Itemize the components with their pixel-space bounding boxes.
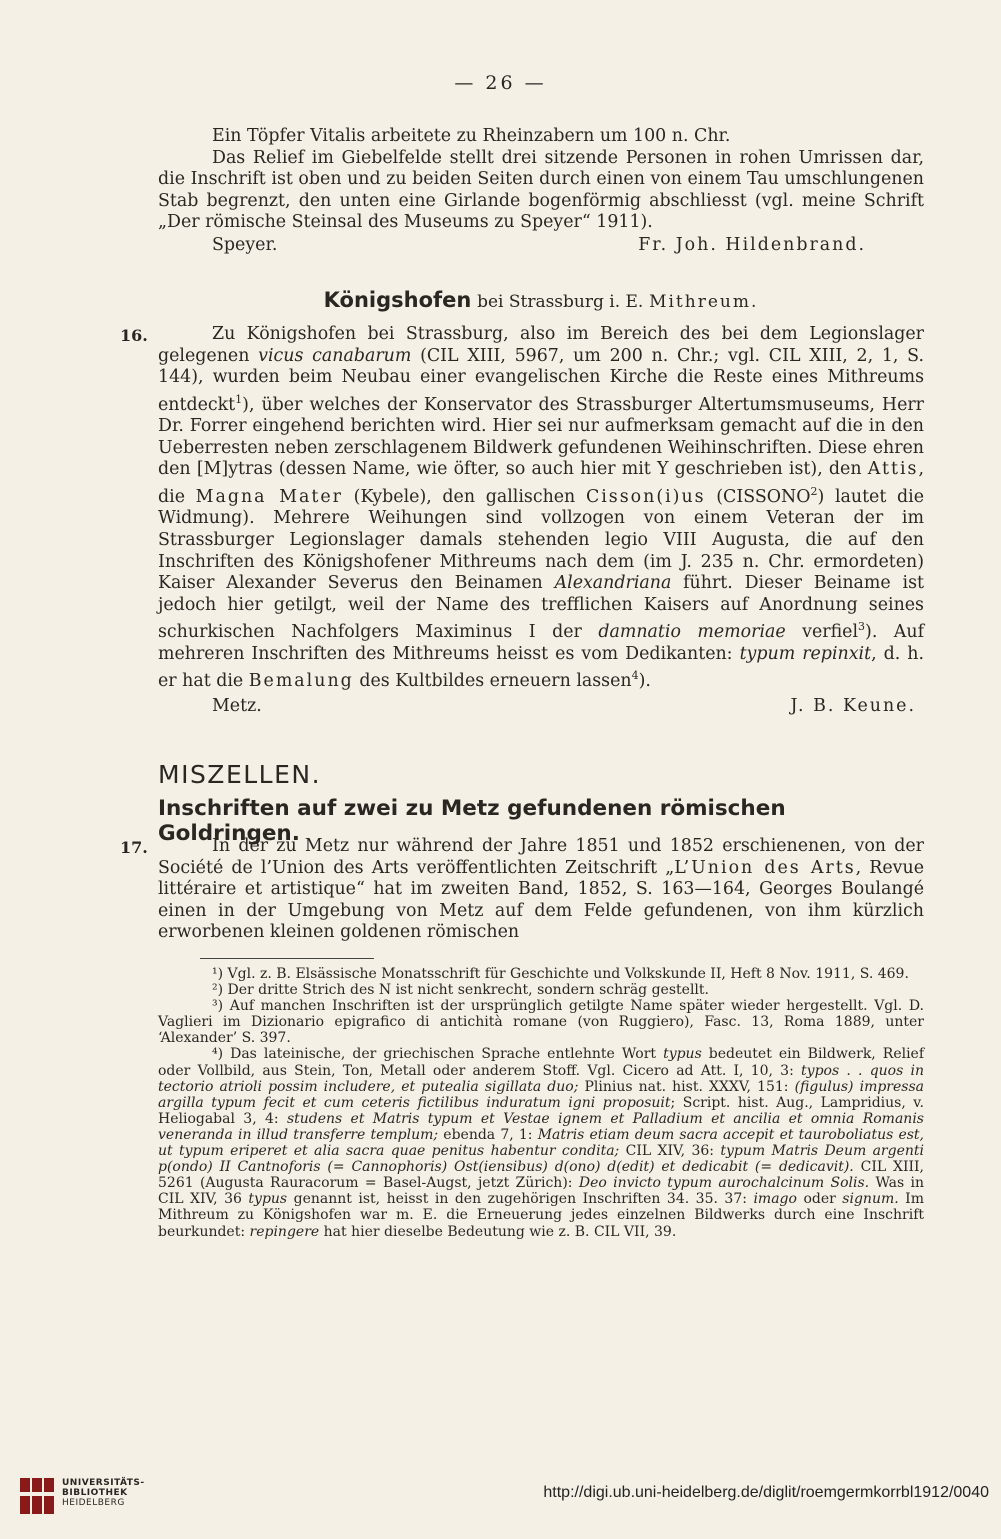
section-number: 17. xyxy=(120,838,148,857)
intro-block xyxy=(158,126,924,256)
signature-place: Metz. xyxy=(212,695,262,716)
footnote-4: ⁴) Das lateinische, der griechischen Sprache entlehnte Wort typus bedeutet ein Bildwerk, Relief oder Vollbild, aus Stein, Ton, Metall oder anderem Stoff. Vgl. Cicero ad Att. I, 10, 3: typos . . quos in tectorio atrioli possim includere, et putealia sigillata duo; Plinius nat. hist. XXXV, 151: (figulus) impressa argilla typum fecit et cum ceteris fictilibus induratum igni proposuit; Script. hist. Aug., Lampridius, v. Heliogabal 3, 4: studens et Matris typum et Vestae ignem et Palladium et ancilia et omnia Romanis veneranda in illud transferre templum; ebenda 7, 1: Matris etiam deum sacra accepit et tauroboliatus est, ut typum eriperet et alia sacra quae penitus habentur condita; CIL XIV, 36: typum Matris Deum argenti p(ondo) II Cantnoforis (= Cannophoris) Ost(iensibus) d(ono) d(edit) et dedicabit (= dedicavit). CIL XIII, 5261 (Augusta Rauracorum = Basel-Augst, jetzt Zürich): Deo invicto typum aurochalcinum Solis. Was in CIL XIV, 36 typus genannt ist, heisst in den zugehörigen Inschriften 34. 35. 37: imago oder signum. Im Mithreum zu Königshofen war m. E. die Erneuerung jedes einzelnen Bildwerks durch eine Inschrift beurkundet: repingere hat hier dieselbe Bedeutung wie z. B. CIL VII, 39. xyxy=(158,1046,925,1240)
source-url-link[interactable]: http://digi.ub.uni-heidelberg.de/diglit/roemgermkorrbl1912/0040 xyxy=(543,1484,989,1501)
section-17-title: Inschriften auf zwei zu Metz gefundenen römischen Goldringen. xyxy=(158,796,786,846)
footer xyxy=(0,1462,1001,1539)
section-number: 16. xyxy=(120,326,148,345)
miszellen-heading xyxy=(158,760,924,789)
intro-paragraph: Das Relief im Giebelfelde stellt drei sitzende Personen in rohen Umrissen dar, die Inschrift ist oben und zu beiden Seiten durch einen von einem Tau umschlungenen Stab begrenzt, den unten eine Girlande bogenförmig abschliesst (vgl. meine Schrift „Der römische Steinsal des Museums zu Speyer“ 1911). xyxy=(158,147,924,233)
intro-line: Ein Töpfer Vitalis arbeitete zu Rheinzabern um 100 n. Chr. xyxy=(212,126,731,146)
footnote-rule xyxy=(200,958,374,959)
footnotes xyxy=(158,966,924,1240)
signature-author: Fr. Joh. Hildenbrand. xyxy=(638,234,866,255)
signature-place: Speyer. xyxy=(212,234,278,255)
signature-author: J. B. Keune. xyxy=(790,695,916,716)
section-16-body xyxy=(120,324,925,717)
section-title-tail: Mithreum. xyxy=(649,292,759,312)
signature-row xyxy=(158,695,924,717)
page-number: — 26 — xyxy=(454,72,547,94)
footnote-3: ³) Auf manchen Inschriften ist der ursprünglich getilgte Name später wieder hergestellt. Vgl. D. Vaglieri im Dizionario epigrafico di antichità romane (von Ruggiero), Fasc. 13, Roma 1889, unter ‘Alexander’ S. 397. xyxy=(158,998,924,1047)
signature-row xyxy=(158,234,924,256)
library-name: UNIVERSITÄTS- BIBLIOTHEK HEIDELBERG xyxy=(62,1478,145,1508)
section-17-paragraph: In der zu Metz nur während der Jahre 1851 und 1852 erschienenen, von der Société de l’Union des Arts veröffentlichten Zeitschrift „L’Union des Arts, Revue littéraire et artistique“ hat im zweiten Band, 1852, S. 163—164, Georges Boulangé einen in der Umgebung von Metz auf dem Felde gefundenen, von ihm kürzlich erworbenen kleinen goldenen römischen xyxy=(158,836,924,943)
section-title-16 xyxy=(158,288,924,312)
miszellen-title: MISZELLEN. xyxy=(158,760,322,789)
section-title-main: Königshofen xyxy=(323,288,472,312)
section-17-body xyxy=(120,836,924,944)
footnote-1: ¹) Vgl. z. B. Elsässische Monatsschrift für Geschichte und Volkskunde II, Heft 8 Nov. 1911, S. 469. xyxy=(212,966,909,982)
section-16-paragraph: Zu Königshofen bei Strassburg, also im Bereich des bei dem Legionslager gelegenen vicus canabarum (CIL XIII, 5967, um 200 n. Chr.; vgl. CIL XIII, 2, 1, S. 144), wurden beim Neubau einer evangelischen Kirche die Reste eines Mithreums entdeckt$^1$), über welches der Konservator des Strassburger Altertumsmuseums, Herr Dr. Forrer eingehend berichten wird. Hier sei nur aufmerksam gemacht auf die in den Ueberresten neben zerschlagenem Bildwerk gefundenen Weihinschriften. Diese ehren den [M]ytras (dessen Name, wie öfter, so auch hier mit Y geschrieben ist), den Attis, die Magna Mater (Kybele), den gallischen Cisson(i)us (CISSONO$^2$) lautet die Widmung). Mehrere Weihungen sind vollzogen von einem Veteran der im Strassburger Legionslager damals stehenden legio VIII Augusta, die auf den Inschriften des Königshofener Mithreums nach dem (im J. 235 n. Chr. ermordeten) Kaiser Alexander Severus den Beinamen Alexandriana führt. Dieser Beiname ist jedoch hier getilgt, weil der Name des trefflichen Kaisers auf Anordnung seines schurkischen Nachfolgers Maximinus I der damnatio memoriae verfiel$^3$). Auf mehreren Inschriften des Mithreums heisst es vom Dedikanten: typum repinxit, d. h. er hat die Bemalung des Kultbildes erneuern lassen$^4$). xyxy=(158,324,925,692)
library-logo-icon xyxy=(18,1474,58,1518)
section-title-rest: bei Strassburg i. E. xyxy=(477,292,644,312)
footnote-2: ²) Der dritte Strich des N ist nicht senkrecht, sondern schräg gestellt. xyxy=(212,982,709,999)
